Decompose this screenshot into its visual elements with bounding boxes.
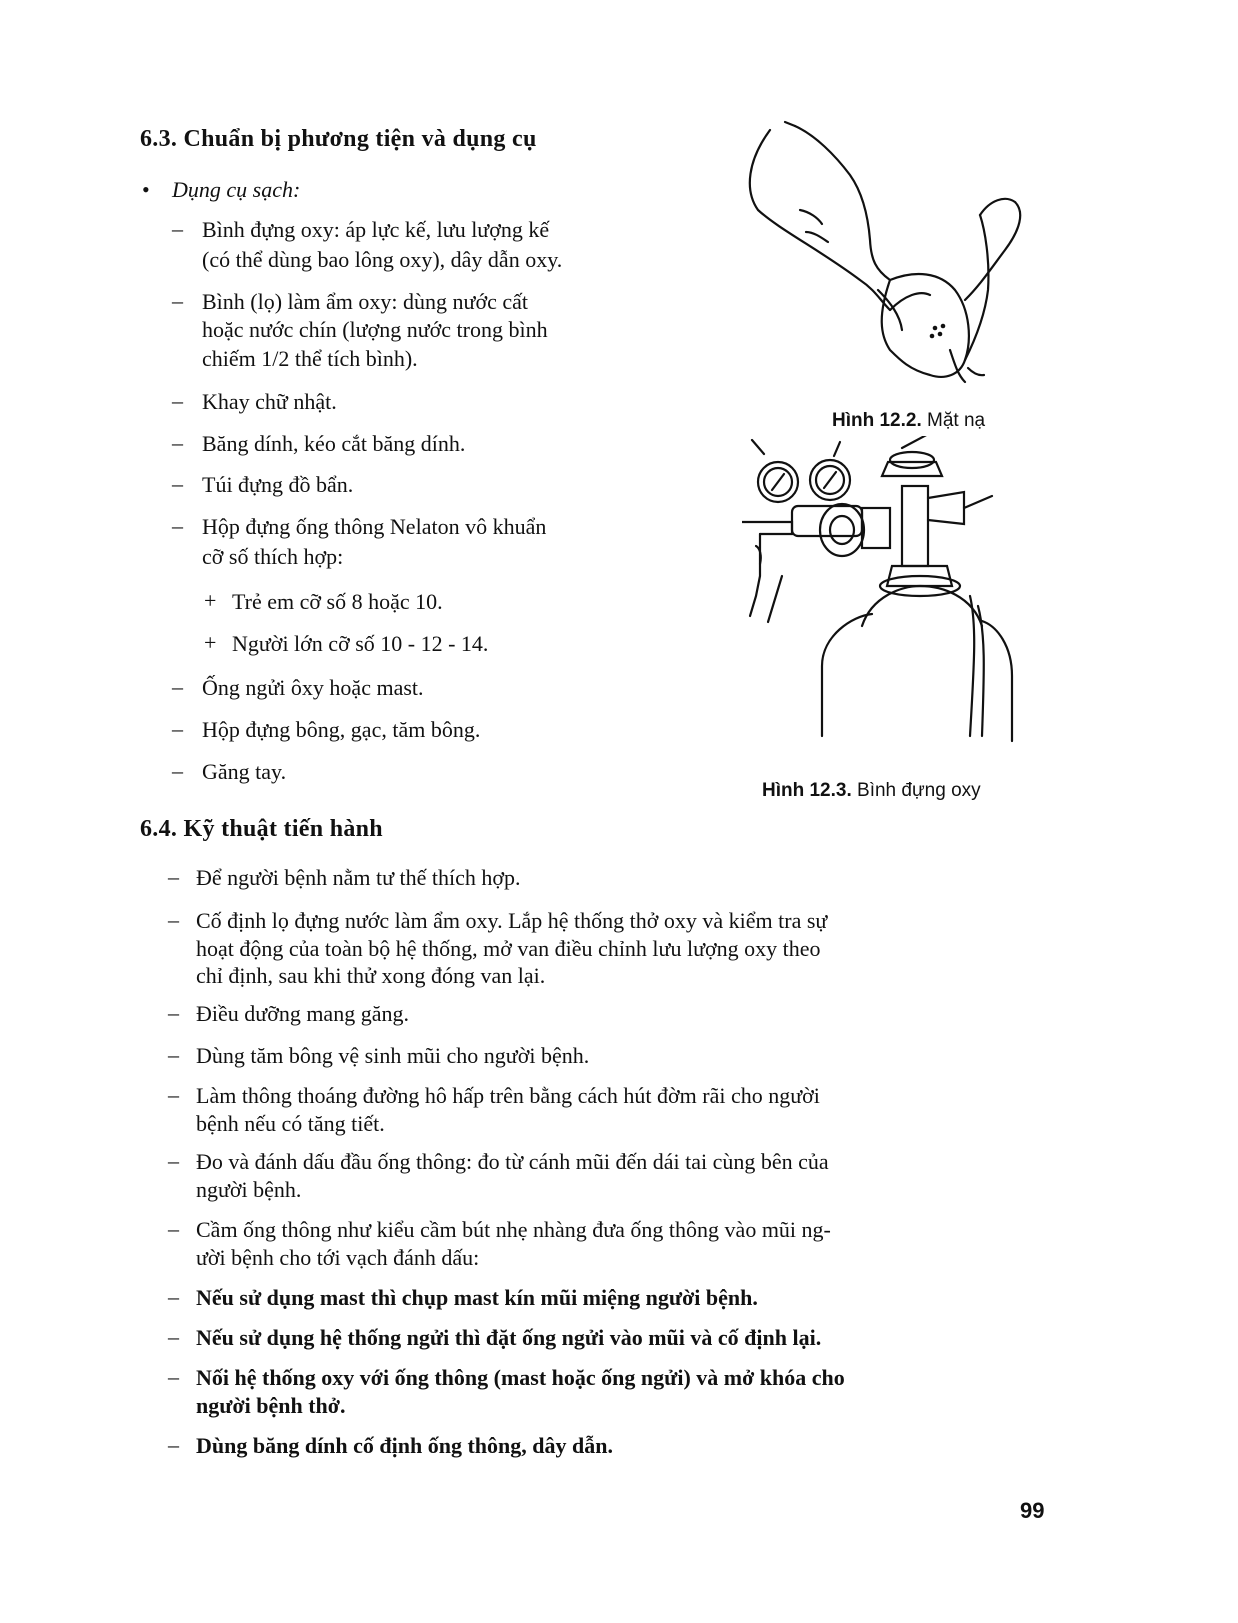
list-dash: – xyxy=(168,1148,179,1173)
list-item-line: Hộp đựng bông, gạc, tăm bông. xyxy=(202,717,481,742)
list-dash: – xyxy=(168,1284,179,1309)
list-dash: – xyxy=(168,1324,179,1349)
step-line: Cầm ống thông như kiểu cầm bút nhẹ nhàng đưa ống thông vào mũi ng- xyxy=(196,1217,831,1242)
step-line: Nối hệ thống oxy với ống thông (mast hoặc ống ngửi) và mở khóa cho xyxy=(196,1365,845,1390)
list-dash: – xyxy=(168,1216,179,1241)
list-item-line: Bình đựng oxy: áp lực kế, lưu lượng kế xyxy=(202,217,550,242)
step-line: Nếu sử dụng hệ thống ngửi thì đặt ống ngửi vào mũi và cố định lại. xyxy=(196,1325,822,1350)
list-item-line: Ống ngửi ôxy hoặc mast. xyxy=(202,675,424,700)
list-dash: – xyxy=(172,716,183,741)
list-dash: – xyxy=(172,674,183,699)
step-line: chỉ định, sau khi thử xong đóng van lại. xyxy=(196,963,546,988)
figure-12-3-caption xyxy=(762,780,981,802)
sub-item: Người lớn cỡ số 10 - 12 - 14. xyxy=(232,631,489,656)
step-line: Dùng tăm bông vệ sinh mũi cho người bệnh. xyxy=(196,1043,590,1068)
step-line: Điều dưỡng mang găng. xyxy=(196,1001,409,1026)
list-dash: – xyxy=(168,864,179,889)
step-line: Để người bệnh nằm tư thế thích hợp. xyxy=(196,865,521,890)
step-line: hoạt động của toàn bộ hệ thống, mở van điều chỉnh lưu lượng oxy theo xyxy=(196,936,821,961)
list-dash: – xyxy=(172,430,183,455)
section-6-3-heading: 6.3. Chuẩn bị phương tiện và dụng cụ xyxy=(140,126,537,152)
plus-marker: + xyxy=(204,630,217,655)
list-dash: – xyxy=(172,758,183,783)
step-line: Cố định lọ đựng nước làm ẩm oxy. Lắp hệ thống thở oxy và kiểm tra sự xyxy=(196,908,828,933)
figure-label: Hình 12.2. xyxy=(832,410,922,431)
list-item-line: Găng tay. xyxy=(202,759,287,784)
step-line: ười bệnh cho tới vạch đánh dấu: xyxy=(196,1245,480,1270)
step-line: Đo và đánh dấu đầu ống thông: đo từ cánh mũi đến dái tai cùng bên của xyxy=(196,1149,829,1174)
list-item-line: chiếm 1/2 thể tích bình). xyxy=(202,346,418,371)
list-dash: – xyxy=(172,513,183,538)
list-dash: – xyxy=(172,471,183,496)
bullet-dung-cu-sach: Dụng cụ sạch: xyxy=(172,177,301,202)
figure-12-2-caption xyxy=(832,410,985,432)
step-line: Nếu sử dụng mast thì chụp mast kín mũi miệng người bệnh. xyxy=(196,1285,758,1310)
list-dash: – xyxy=(168,1042,179,1067)
list-item-line: hoặc nước chín (lượng nước trong bình xyxy=(202,317,548,342)
step-line: người bệnh thở. xyxy=(196,1393,346,1418)
step-line: người bệnh. xyxy=(196,1177,302,1202)
plus-marker: + xyxy=(204,588,217,613)
list-dash: – xyxy=(168,1432,179,1457)
list-dash: – xyxy=(168,1000,179,1025)
list-item-line: (có thể dùng bao lông oxy), dây dẫn oxy. xyxy=(202,247,563,272)
figure-title: Mặt nạ xyxy=(927,410,986,431)
list-dash: – xyxy=(172,388,183,413)
list-dash: – xyxy=(172,216,183,241)
oxygen-mask-illustration xyxy=(740,120,1060,400)
list-dash: – xyxy=(168,907,179,932)
list-item-line: Băng dính, kéo cắt băng dính. xyxy=(202,431,466,456)
list-dash: – xyxy=(168,1364,179,1389)
bullet-dot: • xyxy=(142,177,150,202)
sub-item: Trẻ em cỡ số 8 hoặc 10. xyxy=(232,589,443,614)
figure-label: Hình 12.3. xyxy=(762,780,852,801)
list-dash: – xyxy=(172,288,183,313)
page-number: 99 xyxy=(1020,1498,1045,1523)
step-line: Làm thông thoáng đường hô hấp trên bằng cách hút đờm rãi cho người xyxy=(196,1083,820,1108)
figure-title: Bình đựng oxy xyxy=(857,780,981,801)
section-6-4-heading: 6.4. Kỹ thuật tiến hành xyxy=(140,816,383,842)
step-line: bệnh nếu có tăng tiết. xyxy=(196,1111,385,1136)
list-item-line: Hộp đựng ống thông Nelaton vô khuẩn xyxy=(202,514,547,539)
list-item-line: cỡ số thích hợp: xyxy=(202,544,344,569)
list-item-line: Túi đựng đồ bẩn. xyxy=(202,472,354,497)
oxygen-cylinder-illustration xyxy=(742,436,1042,766)
list-dash: – xyxy=(168,1082,179,1107)
step-line: Dùng băng dính cố định ống thông, dây dẫn. xyxy=(196,1433,613,1458)
list-item-line: Khay chữ nhật. xyxy=(202,389,337,414)
list-item-line: Bình (lọ) làm ẩm oxy: dùng nước cất xyxy=(202,289,528,314)
